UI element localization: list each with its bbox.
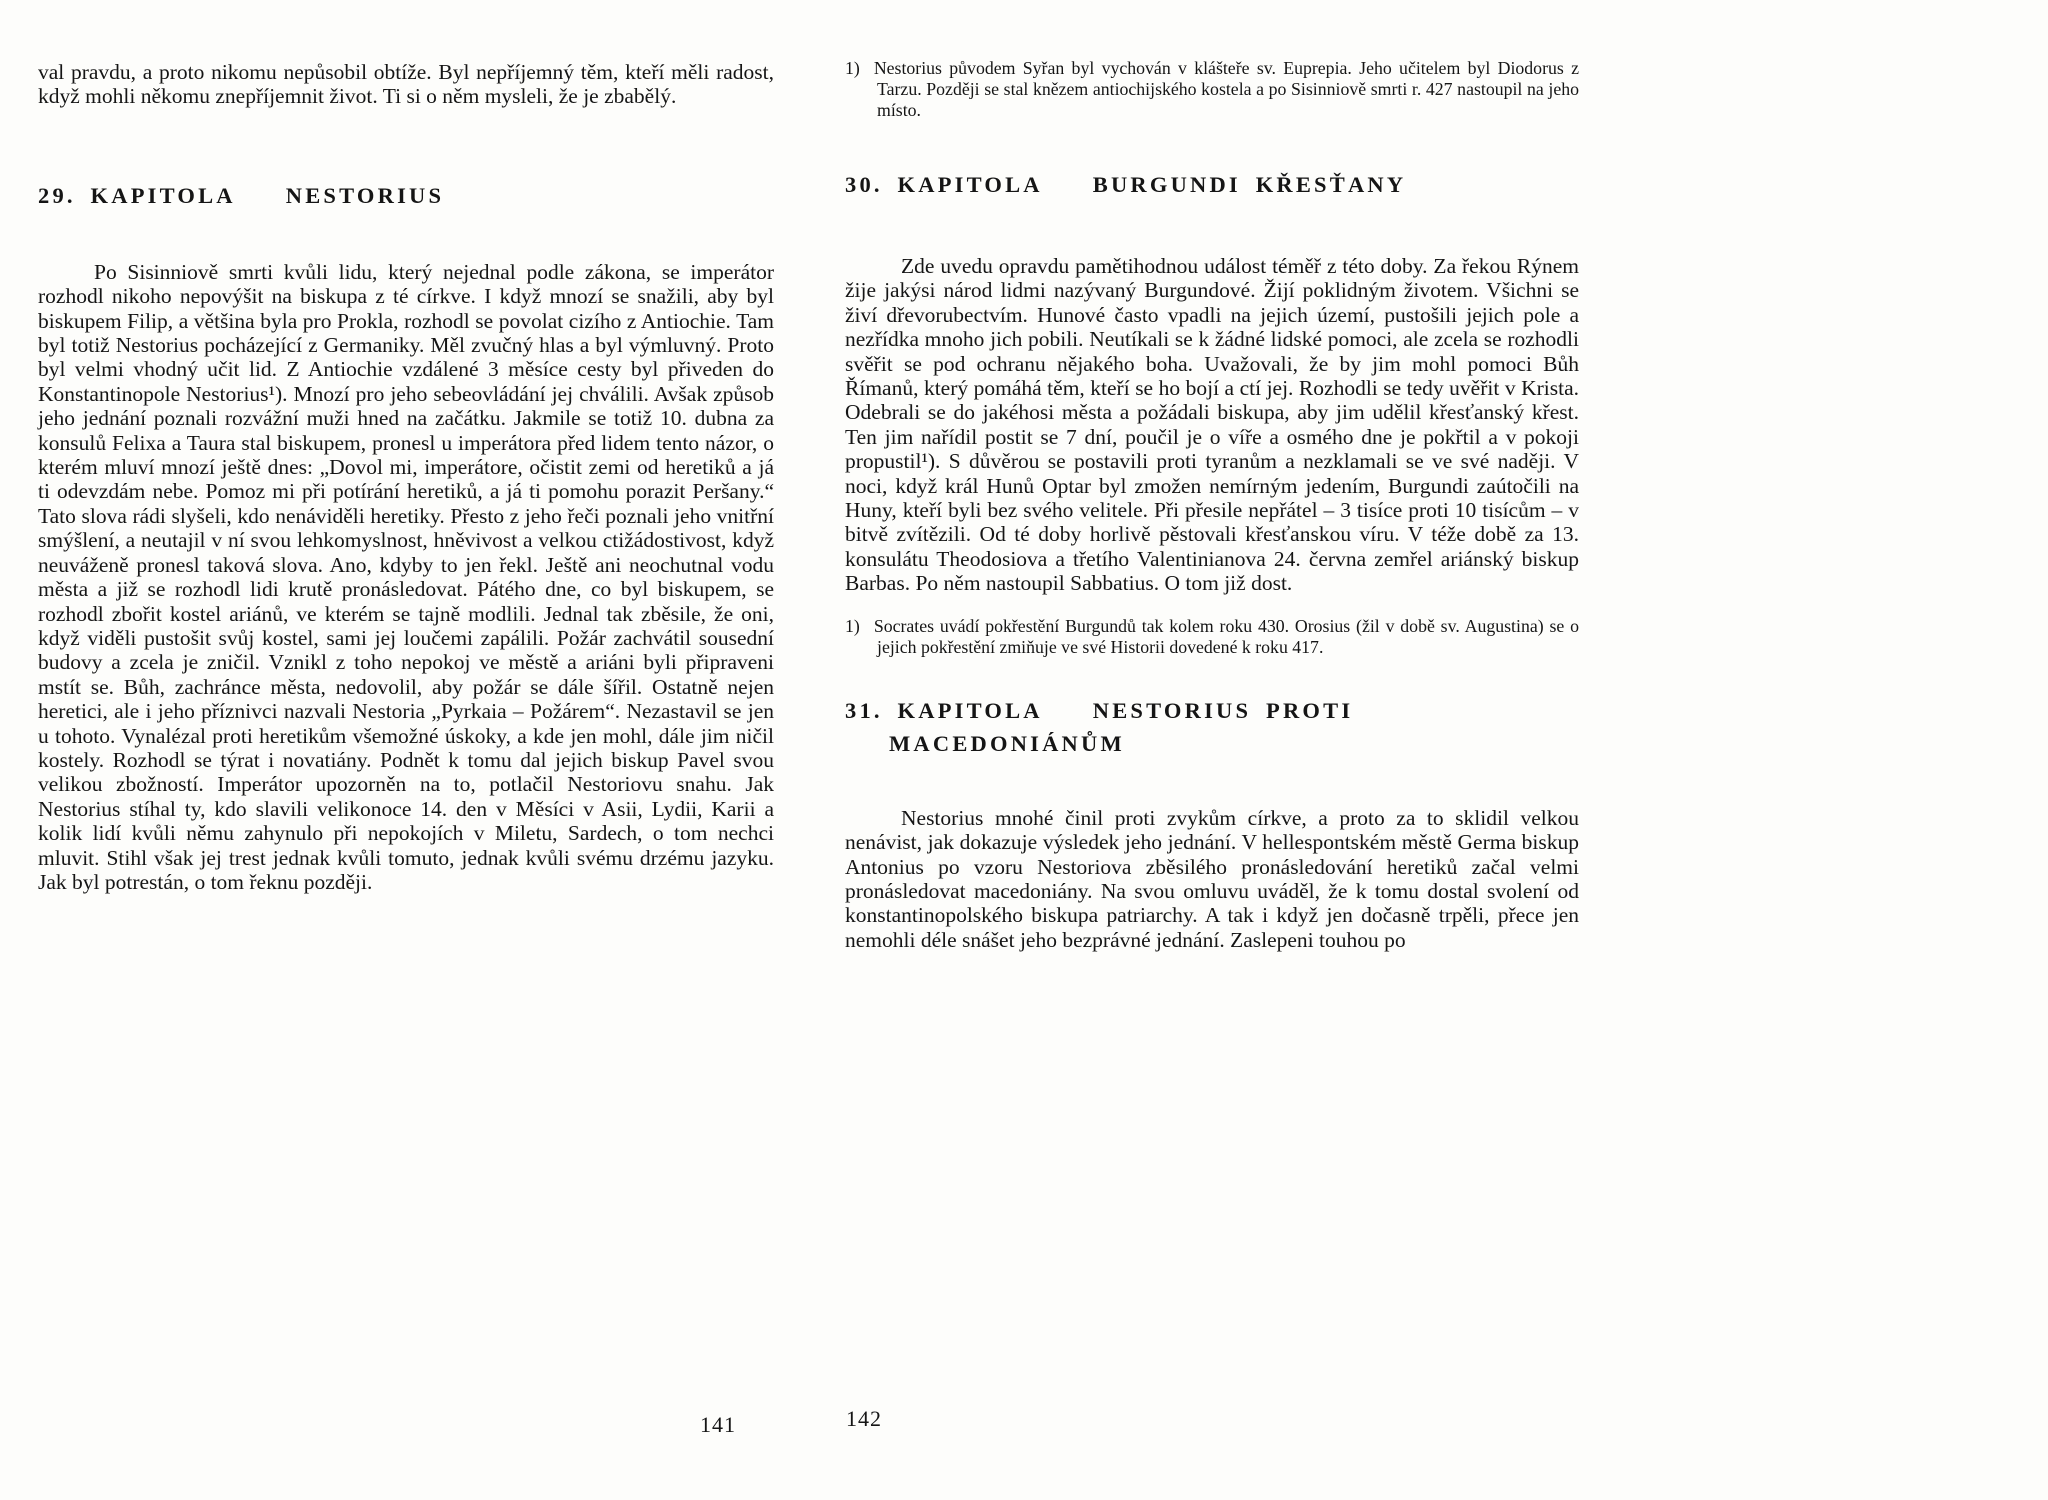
chapter-30-heading — [845, 168, 1579, 201]
chapter-29-number: 29. KAPITOLA — [38, 182, 236, 208]
chapter-31-heading — [845, 694, 1485, 760]
footnote-nestorius-marker: 1) — [845, 58, 860, 78]
chapter-29-title: NESTORIUS — [285, 182, 445, 208]
footnote-burgundi — [845, 616, 1579, 658]
page-number-142: 142 — [846, 1406, 882, 1431]
footnote-burgundi-marker: 1) — [845, 615, 860, 636]
chapter-31-title: NESTORIUS PROTI MACEDONIÁNŮM — [889, 697, 1354, 756]
chapter-30-title: BURGUNDI KŘESŤANY — [1092, 172, 1407, 197]
chapter-29-heading — [38, 179, 774, 212]
chapter-31-number: 31. KAPITOLA — [845, 697, 1043, 723]
page-number-141: 141 — [700, 1412, 736, 1437]
right-page-column — [845, 58, 1579, 952]
chapter-30-number: 30. KAPITOLA — [845, 172, 1043, 197]
chapter-31-body: Nestorius mnohé činil proti zvykům církve, a proto za to sklidil velkou nenávist, jak dokazuje výsledek jeho jednání. V hellespontském městě Germa biskup Antonius po vzoru Nestoriova zběsilého pronásledování heretiků začal velmi pronásledovat macedoniány. Na svou omluvu uváděl, že k tomu dostal svolení od konstantinopolského biskupa patriarchy. A tak i když jen dočasně trpěli, přece jen nemohli déle snášet jeho bezprávné jednání. Zaslepeni touhou po — [845, 805, 1579, 952]
continuation-paragraph: val pravdu, a proto nikomu nepůsobil obtíže. Byl nepříjemný těm, kteří měli radost, když mohli někomu znepříjemnit život. Ti si o něm mysleli, že je zbabělý. — [38, 60, 774, 109]
footnote-burgundi-text: Socrates uvádí pokřestění Burgundů tak kolem roku 430. Orosius (žil v době sv. Augustina) se o jejich pokřestění zmiňuje ve své Historii dovedené k roku 417. — [873, 615, 1579, 657]
left-page-column — [38, 60, 774, 894]
footnote-nestorius-text: Nestorius původem Syřan byl vychován v klášteře sv. Euprepia. Jeho učitelem byl Diodorus z Tarzu. Později se stal knězem antiochijského kostela a po Sisinniově smrti r. 427 nastoupil na jeho místo. — [873, 58, 1579, 120]
chapter-29-body: Po Sisinniově smrti kvůli lidu, který nejednal podle zákona, se imperátor rozhodl nikoho nepovýšit na biskupa z té církve. I když mnozí se snažili, aby byl biskupem Filip, a většina byla pro Prokla, rozhodl se povolat cizího z Antiochie. Tam byl totiž Nestorius pocházející z Germaniky. Měl zvučný hlas a byl výmluvný. Proto byl velmi vhodný učit lid. Z Antiochie vzdálené 3 měsíce cesty byl přiveden do Konstantinopole Nestorius¹). Mnozí pro jeho sebeovládání jej chválili. Avšak způsob jeho jednání poznali rozvážní muži hned na začátku. Jakmile se totiž 10. dubna za konsulů Felixa a Taura stal biskupem, pronesl u imperátora před lidem tento názor, o kterém mluví mnozí ještě dnes: „Dovol mi, imperátore, očistit zemi od heretiků a já ti odevzdám nebe. Pomoz mi při potírání heretiků, a já ti pomohu porazit Peršany.“ Tato slova rádi slyšeli, kdo nenáviděli heretiky. Přesto z jeho řeči poznali jeho vnitřní smýšlení, a neutajil v ní svou lehkomyslnost, hněvivost a velkou ctižádostivost, když neuváženě pronesl taková slova. Ano, kdyby to jen řekl. Ještě ani neochutnal vodu města a již se rozhodl lidi krutě pronásledovat. Pátého dne, co byl biskupem, se rozhodl zbořit kostel ariánů, ve kterém se tajně modlili. Jednal tak zběsile, že oni, když viděli pustošit svůj kostel, sami jej loučemi zapálili. Požár zachvátil sousední budovy a zcela je zničil. Vznikl z toho nepokoj ve městě a ariáni byli připraveni mstít se. Bůh, zachránce města, nedovolil, aby požár se dále šířil. Ostatně nejen heretici, ale i jeho příznivci nazvali Nestoria „Pyrkaia – Požárem“. Nezastavil se jen u tohoto. Vynalézal proti heretikům všemožné úskoky, a kde jen mohl, dále jim ničil kostely. Rozhodl se týrat i novatiány. Podnět k tomu dal jejich biskup Pavel svou velikou zbožností. Imperátor upozorněn na to, potlačil Nestoriovu snahu. Jak Nestorius stíhal ty, kdo slavili velikonoce 14. den v Měsíci v Asii, Lydii, Karii a kolik lidí kvůli němu zahynulo při nepokojích v Miletu, Sardech, o tom nechci mluvit. Stihl však jej trest jednak kvůli tomuto, jednak kvůli svému drzému jazyku. Jak byl potrestán, o tom řeknu později. — [38, 259, 774, 894]
footnote-nestorius — [845, 58, 1579, 121]
chapter-30-body: Zde uvedu opravdu pamětihodnou událost téměř z této doby. Za řekou Rýnem žije jakýsi národ lidmi nazývaný Burgundové. Žijí poklidným životem. Všichni se živí dřevorubectvím. Hunové často vpadli na jejich území, pustošili jejich pole a nezřídka mnoho jich pobili. Neutíkali se k žádné lidské pomoci, ale zcela se rozhodli svěřit se pod ochranu nějakého boha. Uvažovali, že by jim mohl pomoci Bůh Římanů, který pomáhá těm, kteří se ho bojí a ctí jej. Rozhodli se tedy uvěřit v Krista. Odebrali se do jakéhosi města a požádali biskupa, aby jim udělil křesťanský křest. Ten jim nařídil postit se 7 dní, poučil je o víře a osmého dne je pokřtil a v pokoji propustil¹). S důvěrou se postavili proti tyranům a nezklamali se ve své naději. V noci, když král Hunů Optar byl zmožen nemírným jedením, Burgundi zaútočili na Huny, kteří byli bez svého velitele. Při přesile nepřátel – 3 tisíce proti 10 tisícům – v bitvě zvítězili. Od té doby horlivě pěstovali křesťanskou víru. V téže době za 13. konsulátu Theodosiova a třetího Valentinianova 24. června zemřel ariánský biskup Barbas. Po něm nastoupil Sabbatius. O tom již dost. — [845, 254, 1579, 596]
